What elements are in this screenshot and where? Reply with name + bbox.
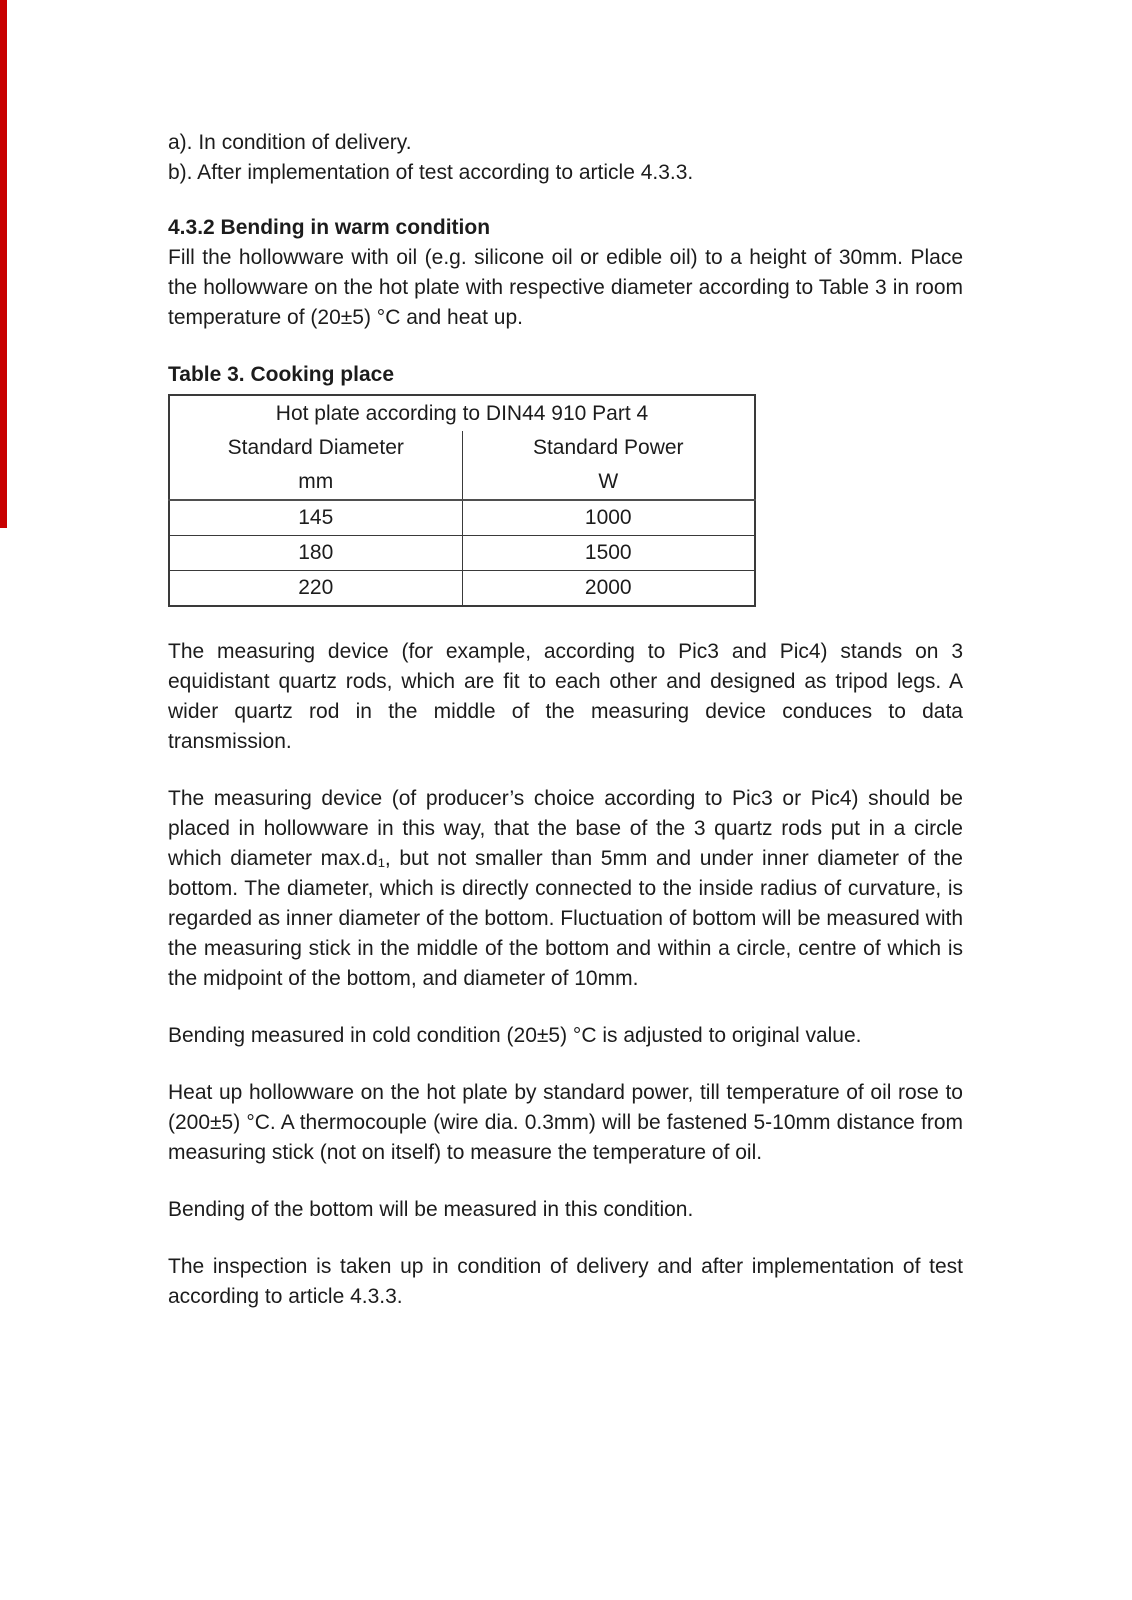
document-content (168, 128, 963, 1339)
power-value: 2000 (462, 571, 755, 607)
table-row (169, 536, 755, 571)
body-paragraph: Bending of the bottom will be measured in this condition. (168, 1198, 694, 1221)
table-row (169, 465, 755, 500)
table-row (169, 571, 755, 607)
body-paragraph: Heat up hollowware on the hot plate by standard power, till temperature of oil rose to (200±5) °C. A thermocouple (wire dia. 0.3mm) will be fastened 5-10mm distance from measuring stick (not on itself) to measure the temperature of oil. (168, 1081, 963, 1164)
body-paragraph: The measuring device (of producer’s choice according to Pic3 or Pic4) should be placed in hollowware in this way, that the base of the 3 quartz rods put in a circle which diameter max.d₁, but not smaller than 5mm and under inner diameter of the bottom. The diameter, which is directly connected to the inside radius of curvature, is regarded as inner diameter of the bottom. Fluctuation of bottom will be measured with the measuring stick in the middle of the bottom and within a circle, centre of which is the midpoint of the bottom, and diameter of 10mm. (168, 787, 963, 990)
table-row (169, 500, 755, 536)
diameter-value: 145 (169, 500, 462, 536)
condition-item-a: a). In condition of delivery. (168, 131, 412, 154)
table-title: Table 3. Cooking place (168, 363, 394, 386)
diameter-value: 180 (169, 536, 462, 571)
table-span-header: Hot plate according to DIN44 910 Part 4 (275, 402, 649, 425)
body-paragraph: The measuring device (for example, according to Pic3 and Pic4) stands on 3 equidistant quartz rods, which are fit to each other and designed as tripod legs. A wider quartz rod in the middle of the measuring device conduces to data transmission. (168, 640, 963, 753)
section-intro-paragraph: Fill the hollowware with oil (e.g. silicone oil or edible oil) to a height of 30mm. Place the hollowware on the hot plate with respective diameter according to Table 3 in room temperature of (20±5) °C and heat up. (168, 246, 963, 329)
revision-marker-bar (0, 0, 7, 528)
condition-list (168, 128, 963, 188)
condition-item-b: b). After implementation of test according to article 4.3.3. (168, 161, 694, 184)
table-row (169, 395, 755, 431)
section-heading: 4.3.2 Bending in warm condition (168, 216, 491, 239)
body-paragraph: Bending measured in cold condition (20±5) °C is adjusted to original value. (168, 1024, 862, 1047)
table-row (169, 431, 755, 465)
column-header-diameter: Standard Diameter (169, 431, 462, 465)
power-value: 1500 (462, 536, 755, 571)
cooking-place-table (168, 394, 756, 607)
body-paragraph: The inspection is taken up in condition of delivery and after implementation of test according to article 4.3.3. (168, 1255, 963, 1308)
column-header-power: Standard Power (532, 436, 684, 459)
unit-cell-w: W (462, 465, 755, 500)
power-value: 1000 (462, 500, 755, 536)
unit-cell-mm: mm (169, 465, 462, 500)
diameter-value: 220 (169, 571, 462, 607)
